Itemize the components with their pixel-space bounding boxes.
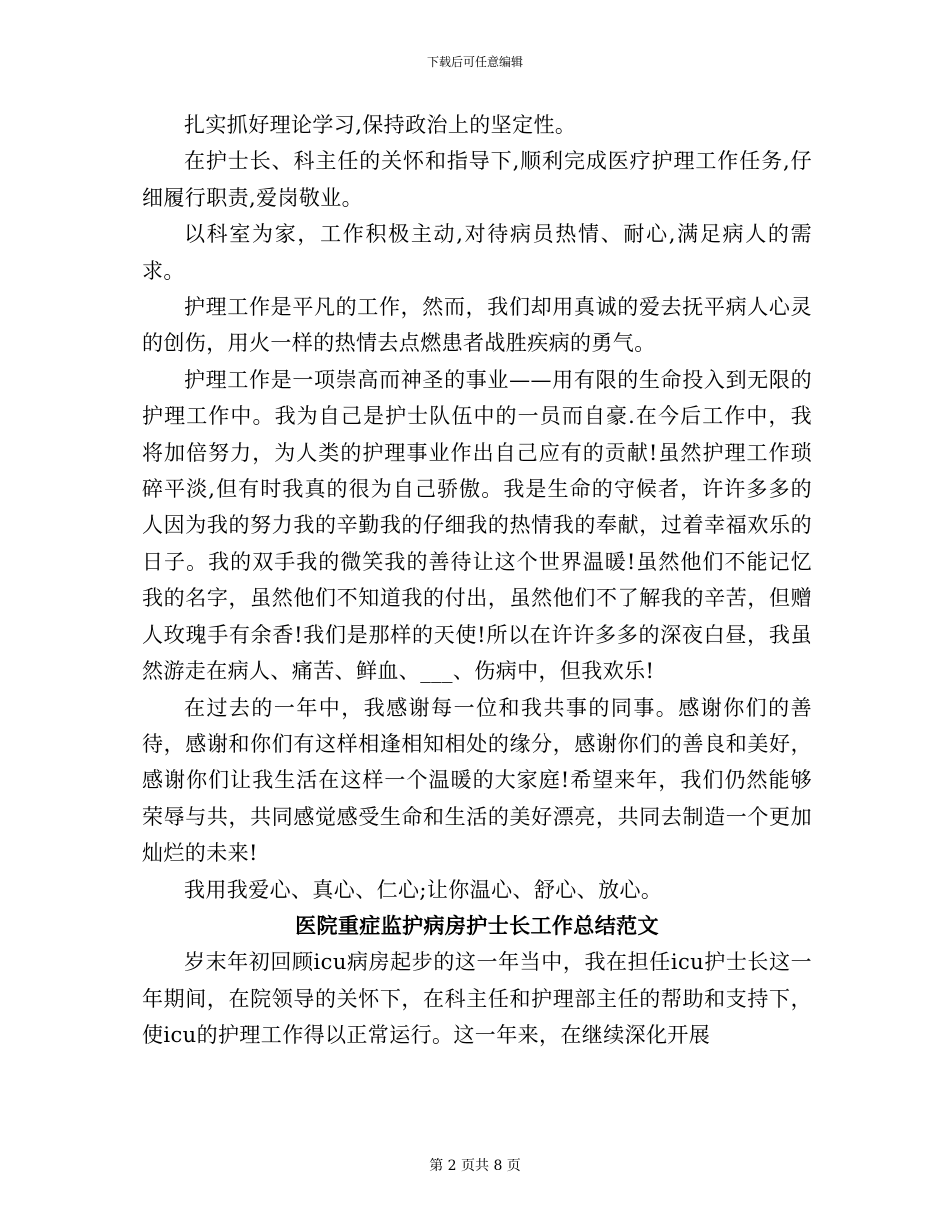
paragraph: 护理工作是一项崇高而神圣的事业——用有限的生命投入到无限的护理工作中。我为自己是护士队伍中的一员而自豪.在今后工作中，我将加倍努力，为人类的护理事业作出自己应有的贡献!虽然护理工作琐碎平淡,但有时我真的很为自己骄傲。我是生命的守候者，许许多多的人因为我的努力我的辛勤我的仔细我的热情我的奉献，过着幸福欢乐的日子。我的双手我的微笑我的善待让这个世界温暖!虽然他们不能记忆我的名字，虽然他们不知道我的付出，虽然他们不了解我的辛苦，但赠人玫瑰手有余香!我们是那样的天使!所以在许许多多的深夜白昼，我虽然游走在病人、痛苦、鲜血、___、伤病中，但我欢乐!: [142, 367, 812, 684]
paragraph: 岁末年初回顾icu病房起步的这一年当中，我在担任icu护士长这一年期间，在院领导的关怀下，在科主任和护理部主任的帮助和支持下，使icu的护理工作得以正常运行。这一年来，在继续深化开展: [142, 950, 812, 1048]
document-body: [142, 107, 812, 1054]
paragraph: 在护士长、科主任的关怀和指导下,顺利完成医疗护理工作任务,仔细履行职责,爱岗敬业。: [142, 149, 812, 210]
section-title: 医院重症监护病房护士长工作总结范文: [295, 912, 659, 938]
paragraph: 以科室为家，工作积极主动,对待病员热情、耐心,满足病人的需求。: [142, 222, 812, 283]
paragraph: 扎实抓好理论学习,保持政治上的坚定性。: [184, 113, 577, 137]
paragraph: 在过去的一年中，我感谢每一位和我共事的同事。感谢你们的善待，感谢和你们有这样相逢相知相处的缘分，感谢你们的善良和美好，感谢你们让我生活在这样一个温暖的大家庭!希望来年，我们仍然能够荣辱与共，共同感觉感受生命和生活的美好漂亮，共同去制造一个更加灿烂的未来!: [142, 695, 812, 866]
paragraph: 我用我爱心、真心、仁心;让你温心、舒心、放心。: [184, 877, 663, 902]
page-number: 第 2 页共 8 页: [429, 1158, 521, 1174]
paragraph: 护理工作是平凡的工作，然而，我们却用真诚的爱去抚平病人心灵的创伤，用火一样的热情去点燃患者战胜疾病的勇气。: [142, 295, 812, 356]
page-header: 下载后可任意编辑: [426, 55, 523, 69]
